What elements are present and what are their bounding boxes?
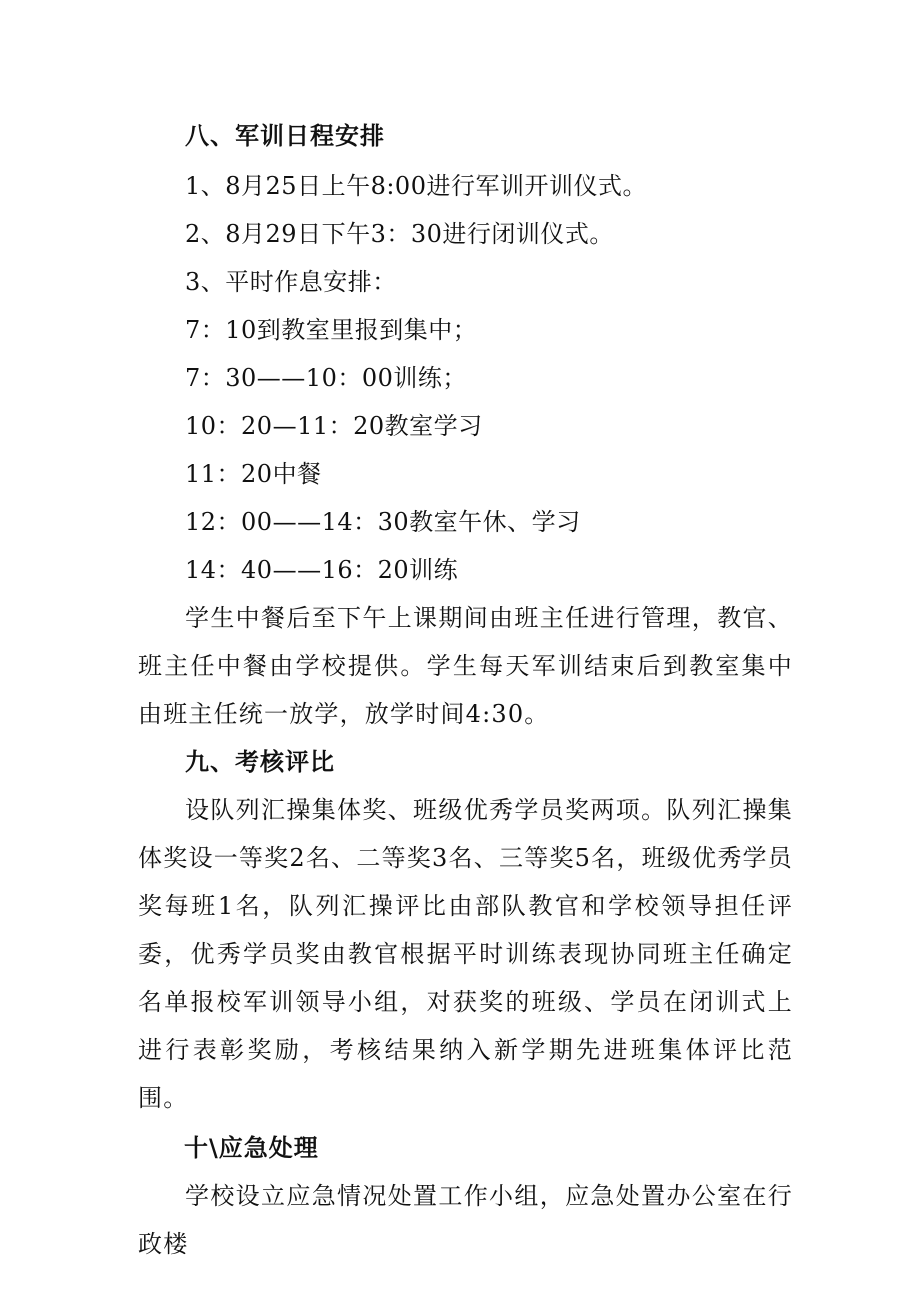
document-body [138,112,793,1268]
section-heading-assessment: 九、考核评比 [185,748,335,776]
schedule-line: 10：20—11：20教室学习 [185,412,483,440]
schedule-line: 11：20中餐 [185,460,322,488]
schedule-line: 12：00——14：30教室午休、学习 [185,508,581,536]
section-heading-schedule: 八、军训日程安排 [185,122,385,150]
schedule-line: 2、8月29日下午3：30进行闭训仪式。 [185,220,614,248]
schedule-note-paragraph: 学生中餐后至下午上课期间由班主任进行管理，教官、班主任中餐由学校提供。学生每天军训结束后到教室集中由班主任统一放学，放学时间4:30。 [138,604,793,728]
schedule-line: 14：40——16：20训练 [185,556,459,584]
section-heading-emergency: 十\应急处理 [184,1134,319,1162]
emergency-paragraph: 学校设立应急情况处置工作小组，应急处置办公室在行政楼 [138,1182,793,1258]
schedule-line: 3、平时作息安排： [185,268,397,296]
schedule-line: 7：10到教室里报到集中； [185,316,478,344]
schedule-line: 7：30——10：00训练； [185,364,467,392]
assessment-paragraph: 设队列汇操集体奖、班级优秀学员奖两项。队列汇操集体奖设一等奖2名、二等奖3名、三等奖5名，班级优秀学员奖每班1名，队列汇操评比由部队教官和学校领导担任评委，优秀学员奖由教官根据平时训练表现协同班主任确定名单报校军训领导小组，对获奖的班级、学员在闭训式上进行表彰奖励，考核结果纳入新学期先进班集体评比范围。 [138,796,793,1112]
schedule-line: 1、8月25日上午8:00进行军训开训仪式。 [185,172,647,200]
